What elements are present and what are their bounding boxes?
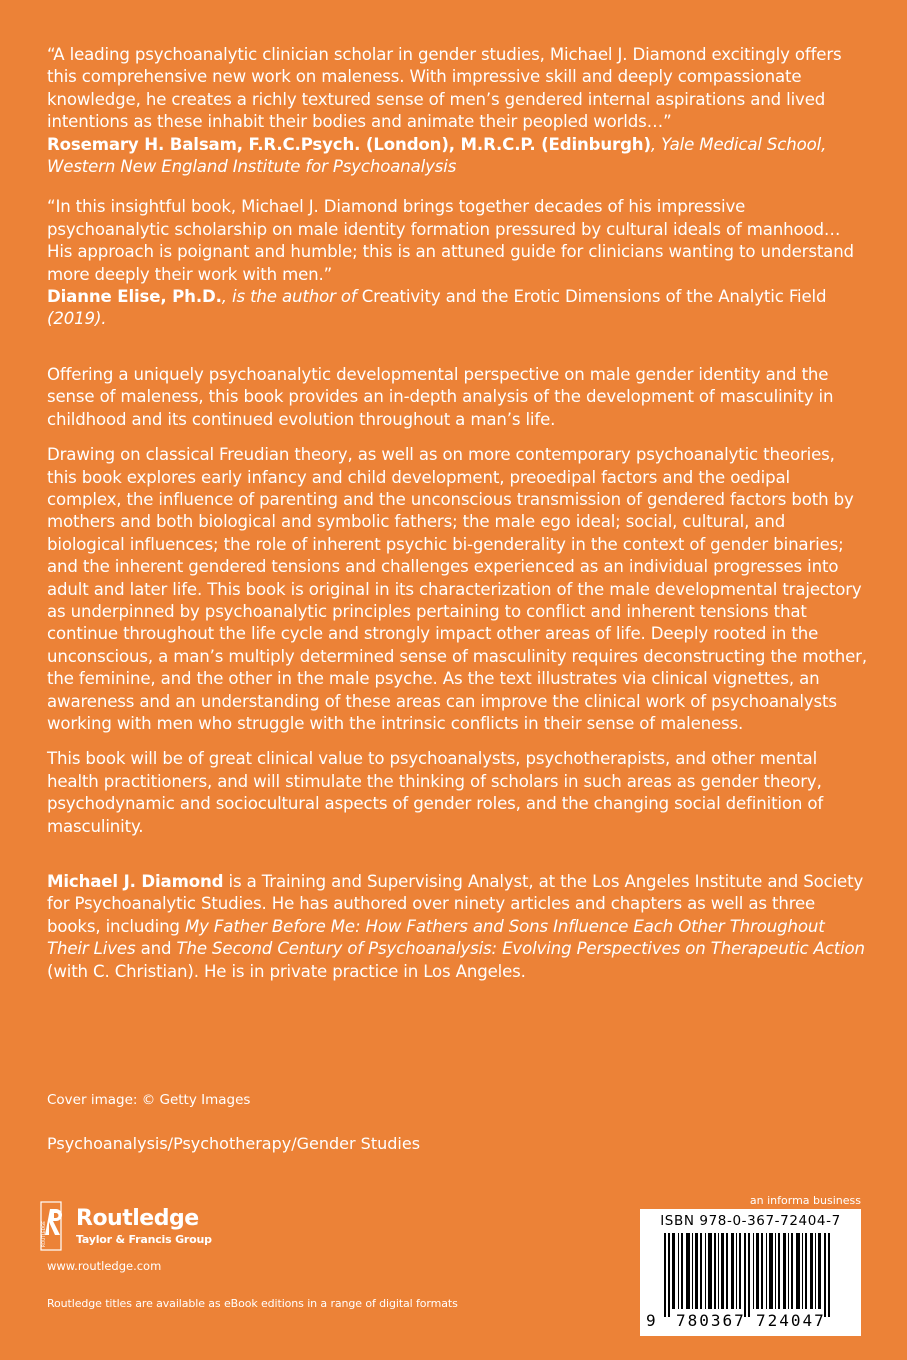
review-2-pre-title: , is the author of bbox=[221, 287, 362, 307]
publisher-url[interactable]: www.routledge.com bbox=[47, 1259, 162, 1273]
subject-categories: Psychoanalysis/Psychotherapy/Gender Studies bbox=[47, 1134, 421, 1153]
review-1-quote: “A leading psychoanalytic clinician scholar in gender studies, Michael J. Diamond excitingly offers this comprehensive new work on maleness. With impressive skill and deeply compassionate knowledge, he creates a richly textured sense of men’s gendered internal aspirations and lived intentions as these inhabit their bodies and animate their peopled worlds…” bbox=[47, 45, 842, 132]
publisher-name: Routledge bbox=[76, 1206, 199, 1231]
publisher-group: Taylor & Francis Group bbox=[76, 1233, 212, 1246]
review-1-affiliation: , Yale Medical School, Western New England Institute for Psychoanalysis bbox=[47, 134, 827, 177]
review-1 bbox=[47, 44, 867, 178]
author-bio-text-1: is a Training and Supervising Analyst, at the Los Angeles Institute and Society for Psychoanalytic Studies. He has authored over ninety articles and chapters as well as three books, including bbox=[47, 872, 864, 936]
review-2-name: Dianne Elise, Ph.D. bbox=[47, 287, 222, 307]
isbn-barcode: ISBN 978-0-367-72404-7 9 780367 724047 bbox=[640, 1209, 861, 1336]
author-bio bbox=[47, 871, 867, 983]
barcode-icon bbox=[658, 1233, 848, 1317]
review-2 bbox=[47, 196, 867, 330]
description-paragraph-3: This book will be of great clinical value to psychoanalysts, psychotherapists, and other mental health practitioners, and will stimulate the thinking of scholars in such areas as gender theory, psychodynamic and sociocultural aspects of gender roles, and the changing social definition of masculinity. bbox=[47, 749, 824, 836]
informa-business-label: an informa business bbox=[749, 1194, 861, 1207]
description-paragraph-2: Drawing on classical Freudian theory, as well as on more contemporary psychoanalytic theories, this book explores early infancy and child development, preoedipal factors and the oedipal complex, the influence of parenting and the unconscious transmission of gendered factors both by mothers and both biological and symbolic fathers; the male ego ideal; social, cultural, and biological influences; the role of inherent psychic bi-genderality in the context of gender binaries; and the inherent gendered tensions and challenges experienced as an individual progresses into adult and later life. This book is original in its characterization of the male developmental trajectory as underpinned by psychoanalytic principles pertaining to conflict and inherent tensions that continue throughout the life cycle and strongly impact other areas of life. Deeply rooted in the unconscious, a man’s multiply determined sense of masculinity requires deconstructing the mother, the feminine, and the other in the male psyche. As the text illustrates via clinical vignettes, an awareness and an understanding of these areas can improve the clinical work of psychoanalysts working with men who struggle with the intrinsic conflicts in their sense of maleness. bbox=[47, 445, 867, 733]
author-bio-text-2: and bbox=[135, 939, 177, 959]
author-name: Michael J. Diamond bbox=[47, 872, 224, 891]
back-cover-text bbox=[47, 44, 867, 983]
review-2-quote: “In this insightful book, Michael J. Diamond brings together decades of his impressive psychoanalytic scholarship on male identity formation pressured by cultural ideals of manhood… His approach is poignant and humble; this is an attuned guide for clinicians wanting to understand more deeply their work with men.” bbox=[47, 197, 854, 284]
author-bio-text-3: (with C. Christian). He is in private practice in Los Angeles. bbox=[47, 961, 526, 981]
author-book-2: The Second Century of Psychoanalysis: Evolving Perspectives on Therapeutic Action bbox=[176, 939, 865, 959]
author-book-1: My Father Before Me: How Fathers and Sons Influence Each Other Throughout Their Lives bbox=[47, 916, 825, 959]
cover-credit: Cover image: © Getty Images bbox=[47, 1092, 251, 1108]
routledge-r-icon bbox=[40, 1201, 70, 1251]
publisher-logo bbox=[40, 1201, 212, 1251]
review-2-book-title: Creativity and the Erotic Dimensions of the Analytic Field bbox=[361, 287, 827, 307]
ebook-note: Routledge titles are available as eBook editions in a range of digital formats bbox=[47, 1297, 458, 1310]
review-2-year: (2019). bbox=[47, 309, 107, 329]
description-paragraph-1: Offering a uniquely psychoanalytic developmental perspective on male gender identity and the sense of maleness, this book provides an in-depth analysis of the development of masculinity in childhood and its continued evolution throughout a man’s life. bbox=[47, 364, 834, 429]
review-1-name: Rosemary H. Balsam, F.R.C.Psych. (London), M.R.C.P. (Edinburgh) bbox=[47, 134, 651, 154]
svg-text:ROUTLEDGE: ROUTLEDGE bbox=[41, 1221, 46, 1247]
isbn-label: ISBN 978-0-367-72404-7 bbox=[660, 1213, 841, 1229]
